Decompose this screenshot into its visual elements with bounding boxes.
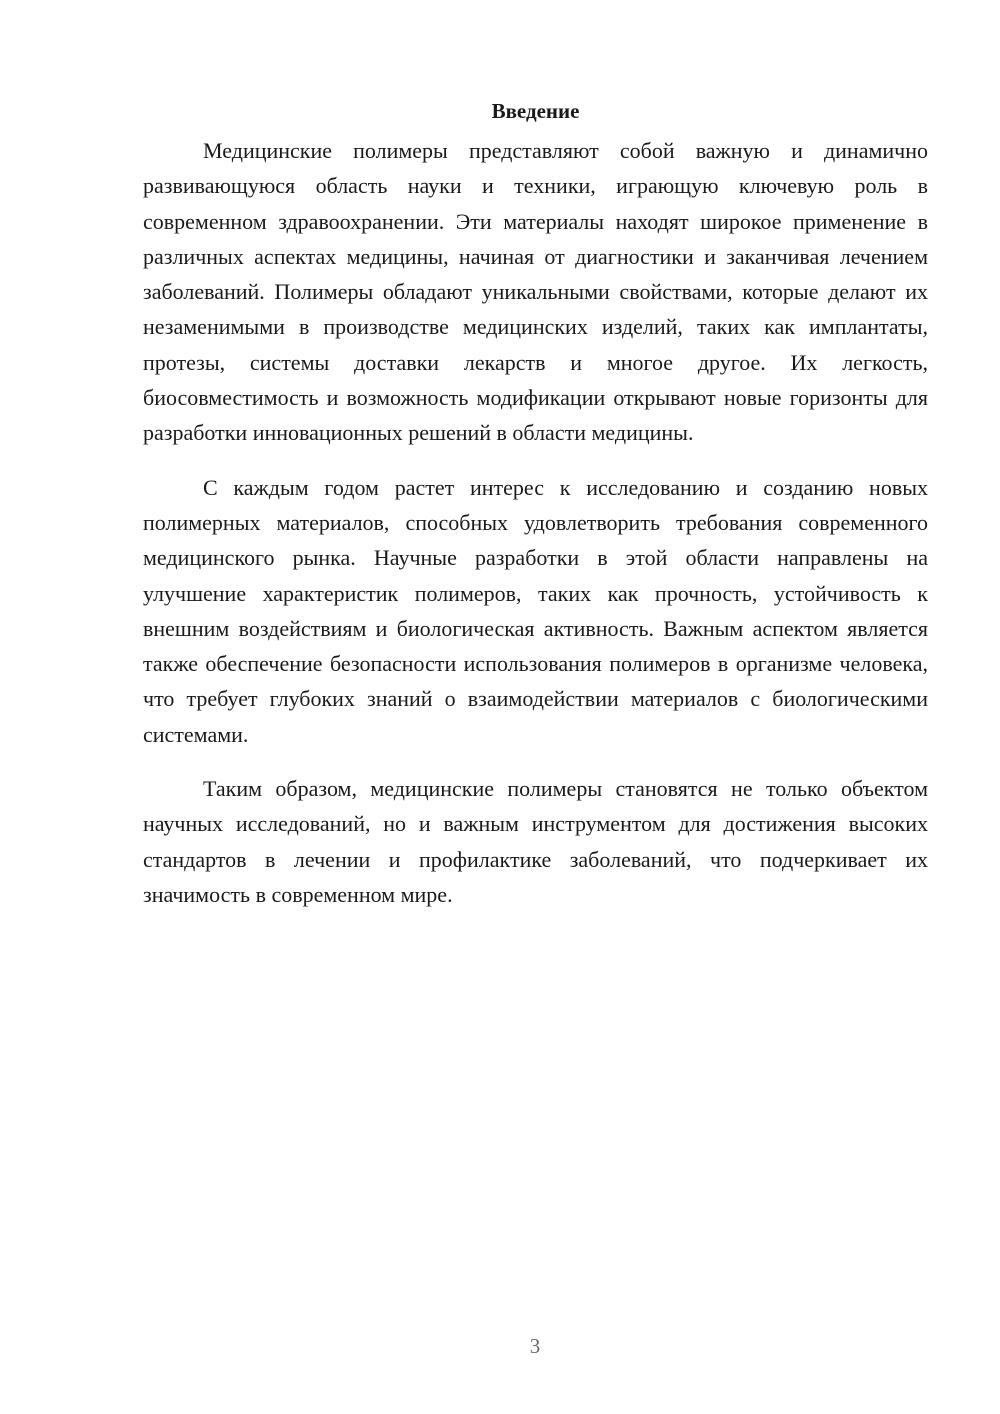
paragraph-2: С каждым годом растет интерес к исследованию и созданию новых полимерных материалов, способных удовлетворить требования современного медицинского рынка. Научные разработки в этой области направлены на улучшение характеристик полимеров, таких как прочность, устойчивость к внешним воздействиям и биологическая активность. Важным аспектом является также обеспечение безопасности использования полимеров в организме человека, что требует глубоких знаний о взаимодействии материалов с биологическими системами. <box>143 474 928 747</box>
paragraph-3: Таким образом, медицинские полимеры становятся не только объектом научных исследований, но и важным инструментом для достижения высоких стандартов в лечении и профилактике заболеваний, что подчеркивает их значимость в современном мире. <box>143 776 928 907</box>
section-heading: Введение <box>491 99 580 123</box>
page-number: 3 <box>529 1334 541 1358</box>
paragraph-1: Медицинские полимеры представляют собой важную и динамично развивающуюся область науки и техники, играющую ключевую роль в современном здравоохранении. Эти материалы находят широкое применение в различных аспектах медицины, начиная от диагностики и заканчивая лечением заболеваний. Полимеры обладают уникальными свойствами, которые делают их незаменимыми в производстве медицинских изделий, таких как имплантаты, протезы, системы доставки лекарств и многое другое. Их легкость, биосовместимость и возможность модификации открывают новые горизонты для разработки инновационных решений в области медицины. <box>143 138 928 446</box>
page-content <box>143 95 928 912</box>
